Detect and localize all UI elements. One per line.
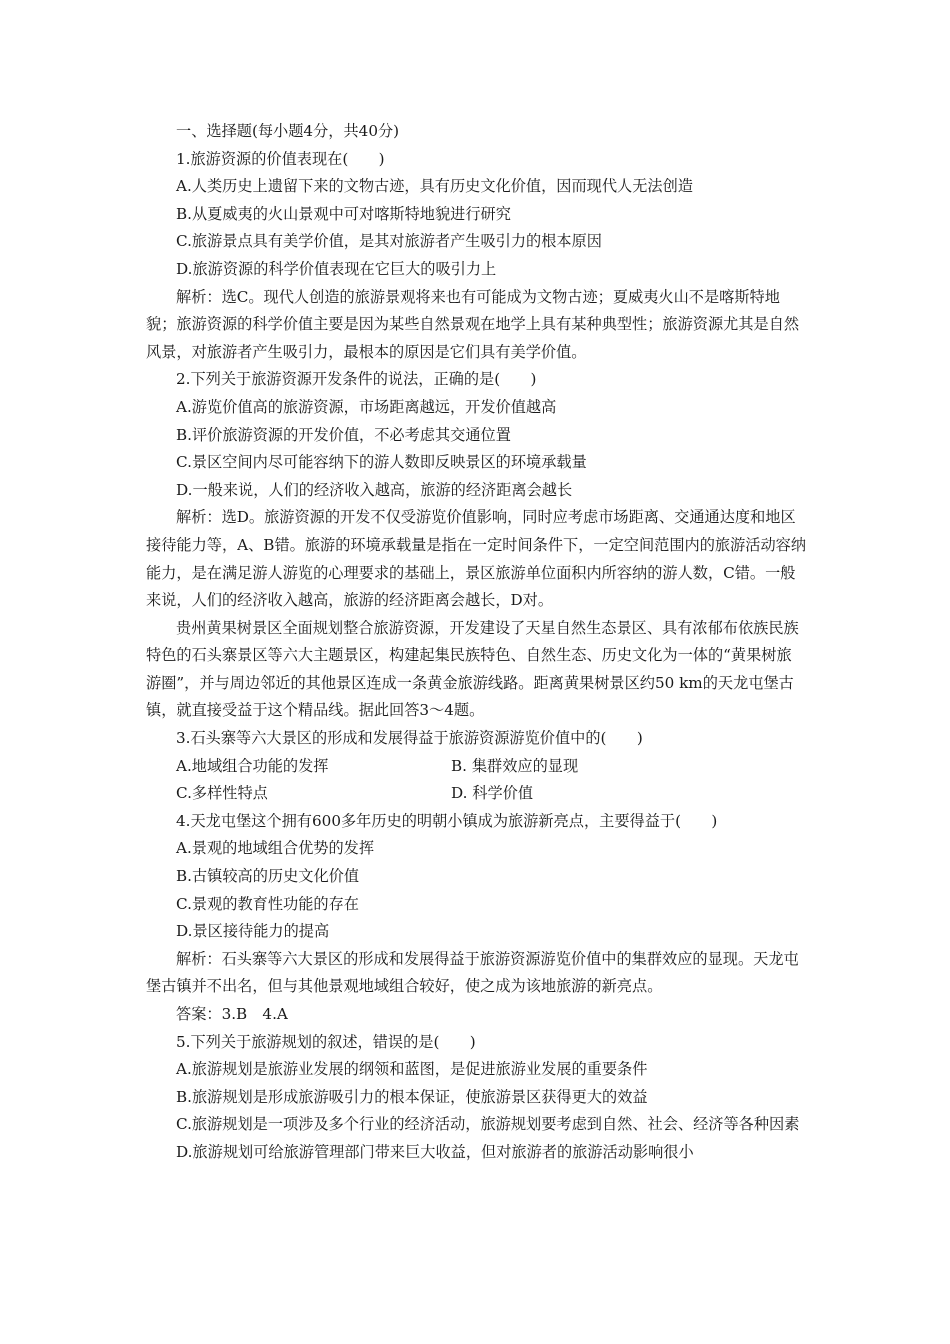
question-5-option-c: C.旅游规划是一项涉及多个行业的经济活动，旅游规划要考虑到自然、社会、经济等各种因素 [176, 1115, 800, 1134]
questions-3-4-answer: 答案：3.B 4.A [176, 1005, 288, 1023]
question-4-option-a: A.景观的地域组合优势的发挥 [176, 839, 375, 858]
question-5-option-b: B.旅游规划是形成旅游吸引力的根本保证，使旅游景区获得更大的效益 [176, 1087, 648, 1106]
question-5-option-a: A.旅游规划是旅游业发展的纲领和蓝图，是促进旅游业发展的重要条件 [176, 1060, 648, 1079]
question-4-option-c: C.景观的教育性功能的存在 [176, 894, 359, 913]
question-1-analysis: 解析：选C。现代人创造的旅游景观将来也有可能成为文物古迹；夏威夷火山不是喀斯特地貌；旅游资源的科学价值主要是因为某些自然景观在地学上具有某种典型性；旅游资源尤其是自然风景，对旅游者产生吸引力，最根本的原因是它们具有美学价值。 [146, 287, 800, 361]
question-3-option-a: A.地域组合功能的发挥 [176, 756, 329, 775]
question-4-option-d: D.景区接待能力的提高 [176, 922, 330, 941]
document-body [146, 118, 806, 1167]
question-2-stem: 2.下列关于旅游资源开发条件的说法，正确的是( ) [176, 370, 537, 389]
reading-passage: 贵州黄果树景区全面规划整合旅游资源，开发建设了天星自然生态景区、具有浓郁布依族民族特色的石头寨景区等六大主题景区，构建起集民族特色、自然生态、历史文化为一体的“黄果树旅游圈”，并与周边邻近的其他景区连成一条黄金旅游线路。距离黄果树景区约50 km的天龙屯堡古镇，就直接受益于这个精品线。据此回答3～4题。 [146, 618, 799, 720]
question-2-option-d: D.一般来说，人们的经济收入越高，旅游的经济距离会越长 [176, 480, 573, 499]
question-1-option-d: D.旅游资源的科学价值表现在它巨大的吸引力上 [176, 259, 497, 278]
question-3-option-d: D. 科学价值 [451, 784, 534, 803]
question-1-option-c: C.旅游景点具有美学价值，是其对旅游者产生吸引力的根本原因 [176, 232, 602, 251]
question-1-option-b: B.从夏威夷的火山景观中可对喀斯特地貌进行研究 [176, 204, 511, 223]
question-3-stem: 3.石头寨等六大景区的形成和发展得益于旅游资源游览价值中的( ) [176, 729, 643, 748]
question-1-stem: 1.旅游资源的价值表现在( ) [176, 149, 385, 168]
question-2-option-c: C.景区空间内尽可能容纳下的游人数即反映景区的环境承载量 [176, 453, 587, 472]
question-4-stem: 4.天龙屯堡这个拥有600多年历史的明朝小镇成为旅游新亮点，主要得益于( ) [176, 811, 718, 830]
question-3-options-row-2 [146, 780, 806, 808]
question-2-option-a: A.游览价值高的旅游资源，市场距离越远，开发价值越高 [176, 397, 557, 416]
question-1-option-a: A.人类历史上遗留下来的文物古迹，具有历史文化价值，因而现代人无法创造 [176, 177, 693, 196]
question-2-analysis: 解析：选D。旅游资源的开发不仅受游览价值影响，同时应考虑市场距离、交通通达度和地区接待能力等，A、B错。旅游的环境承载量是指在一定时间条件下，一定空间范围内的旅游活动容纳能力，是在满足游人游览的心理要求的基础上，景区旅游单位面积内所容纳的游人数，C错。一般来说，人们的经济收入越高，旅游的经济距离会越长，D对。 [146, 508, 807, 610]
question-5-stem: 5.下列关于旅游规划的叙述，错误的是( ) [176, 1032, 476, 1051]
question-5-option-d: D.旅游规划可给旅游管理部门带来巨大收益，但对旅游者的旅游活动影响很小 [176, 1142, 694, 1161]
questions-3-4-analysis: 解析：石头寨等六大景区的形成和发展得益于旅游资源游览价值中的集群效应的显现。天龙屯堡古镇并不出名，但与其他景观地域组合较好，使之成为该地旅游的新亮点。 [146, 949, 799, 996]
question-3-options-row-1 [146, 753, 806, 781]
section-heading: 一、选择题(每小题4分，共40分) [176, 122, 400, 140]
question-3-option-b: B. 集群效应的显现 [451, 756, 579, 775]
question-2-option-b: B.评价旅游资源的开发价值，不必考虑其交通位置 [176, 425, 511, 444]
question-4-option-b: B.古镇较高的历史文化价值 [176, 867, 360, 886]
question-3-option-c: C.多样性特点 [176, 784, 268, 803]
